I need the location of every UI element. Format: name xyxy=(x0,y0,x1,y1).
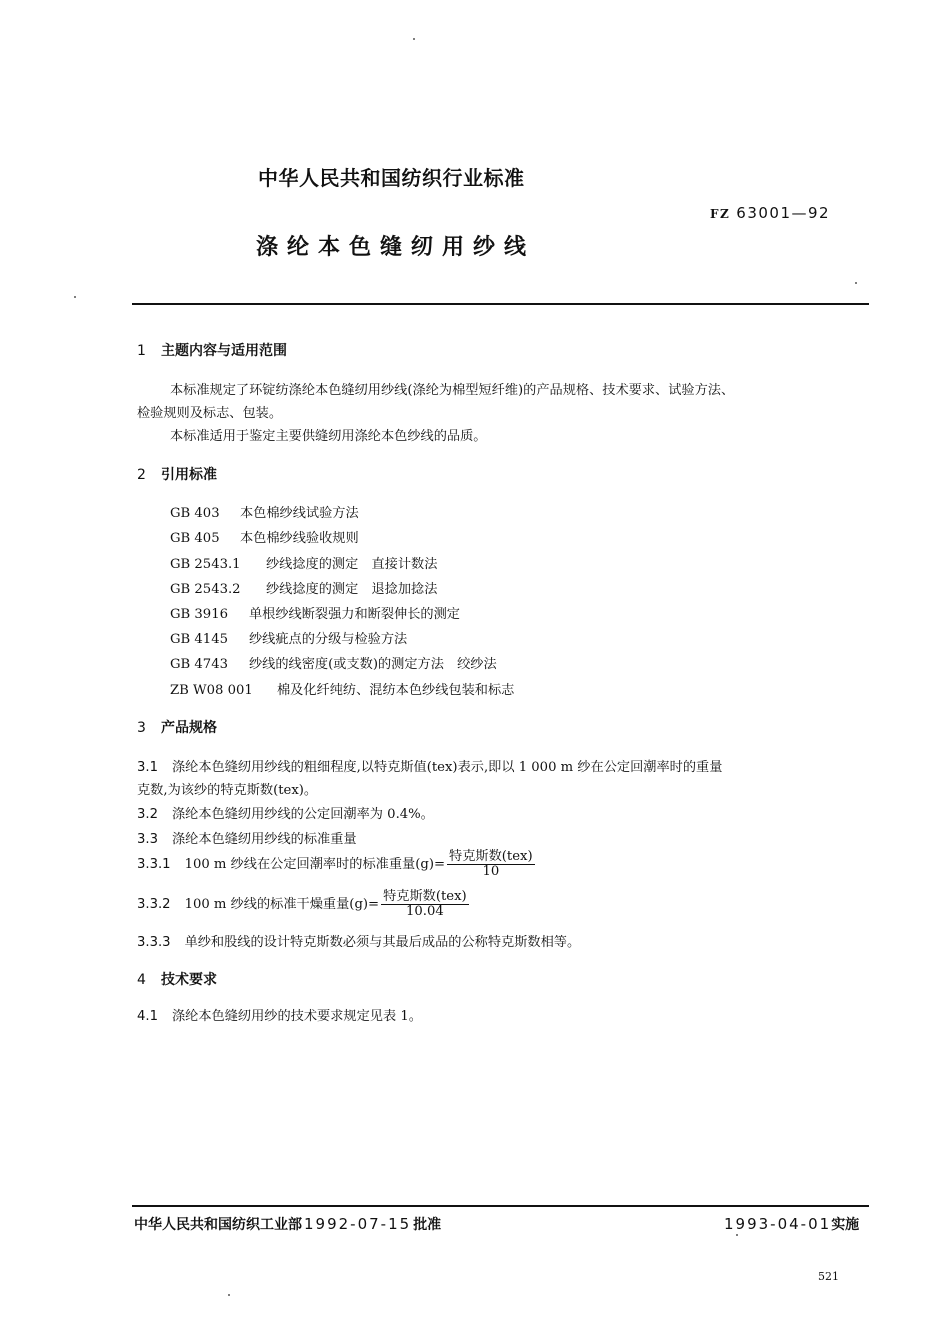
standard-number xyxy=(710,204,830,222)
issuer-title: 中华人民共和国纺织行业标准 xyxy=(258,166,525,190)
reference-item: GB 2543.1 纱线捻度的测定 直接计数法 xyxy=(170,557,438,572)
header-divider xyxy=(132,303,869,305)
reference-item: GB 403 本色棉纱线试验方法 xyxy=(170,506,359,521)
reference-item: GB 3916 单根纱线断裂强力和断裂伸长的测定 xyxy=(170,607,460,622)
effective-date: 1993-04-01 xyxy=(724,1215,832,1233)
section-3-heading: 3 产品规格 xyxy=(137,720,217,736)
clause-3-3-3: 3.3.3 单纱和股线的设计特克斯数必须与其最后成品的公称特克斯数相等。 xyxy=(137,935,581,950)
approval-line: 中华人民共和国纺织工业部 1992-07-15 批准 xyxy=(134,1215,442,1233)
section-1-heading: 1 主题内容与适用范围 xyxy=(137,343,287,359)
section-2-heading: 2 引用标准 xyxy=(137,467,217,483)
scan-speck xyxy=(228,1294,230,1296)
clause-3-3: 3.3 涤纶本色缝纫用纱线的标准重量 xyxy=(137,832,357,847)
section-4-heading: 4 技术要求 xyxy=(137,972,217,988)
standard-prefix: FZ xyxy=(710,207,731,221)
effective-line: 1993-04-01实施 xyxy=(724,1215,860,1233)
scan-speck xyxy=(736,1234,738,1236)
standard-number-value: 63001—92 xyxy=(736,204,831,222)
reference-item: GB 4145 纱线疵点的分级与检验方法 xyxy=(170,632,408,647)
formula-fraction: $\frac{\text{特克斯数(tex)}}{10.04}$ xyxy=(383,889,467,919)
scan-speck xyxy=(855,282,857,284)
reference-item: GB 2543.2 纱线捻度的测定 退捻加捻法 xyxy=(170,582,438,597)
footer-divider xyxy=(132,1205,869,1207)
page-number: 521 xyxy=(818,1270,839,1283)
section-1-paragraph-2: 本标准适用于鉴定主要供缝纫用涤纶本色纱线的品质。 xyxy=(170,429,487,444)
clause-3-1-cont: 克数,为该纱的特克斯数(tex)。 xyxy=(137,783,318,798)
section-1-paragraph-1: 本标准规定了环锭纺涤纶本色缝纫用纱线(涤纶为棉型短纤维)的产品规格、技术要求、试验方法、 xyxy=(170,383,735,398)
reference-item: ZB W08 001 棉及化纤纯纺、混纺本色纱线包装和标志 xyxy=(170,683,515,698)
approval-date: 1992-07-15 xyxy=(304,1215,412,1233)
reference-item: GB 4743 纱线的线密度(或支数)的测定方法 绞纱法 xyxy=(170,657,497,672)
clause-3-3-2: 3.3.2 100 m 纱线的标准干燥重量(g)= $\frac{\text{特克斯数(tex)}}{10.04}$ xyxy=(137,889,467,919)
scan-speck xyxy=(413,38,415,40)
clause-3-2: 3.2 涤纶本色缝纫用纱线的公定回潮率为 0.4%。 xyxy=(137,807,434,822)
document-title: 涤纶本色缝纫用纱线 xyxy=(256,235,536,260)
clause-3-3-1: 3.3.1 100 m 纱线在公定回潮率时的标准重量(g)= $\frac{\text{特克斯数(tex)}}{10}$ xyxy=(137,849,533,879)
clause-4-1: 4.1 涤纶本色缝纫用纱的技术要求规定见表 1。 xyxy=(137,1009,422,1024)
section-1-paragraph-1-cont: 检验规则及标志、包装。 xyxy=(137,406,283,421)
reference-item: GB 405 本色棉纱线验收规则 xyxy=(170,531,359,546)
scan-speck xyxy=(74,296,76,298)
clause-3-1: 3.1 涤纶本色缝纫用纱线的粗细程度,以特克斯值(tex)表示,即以 1 000 m 纱在公定回潮率时的重量 xyxy=(137,760,723,775)
formula-fraction: $\frac{\text{特克斯数(tex)}}{10}$ xyxy=(449,849,533,879)
